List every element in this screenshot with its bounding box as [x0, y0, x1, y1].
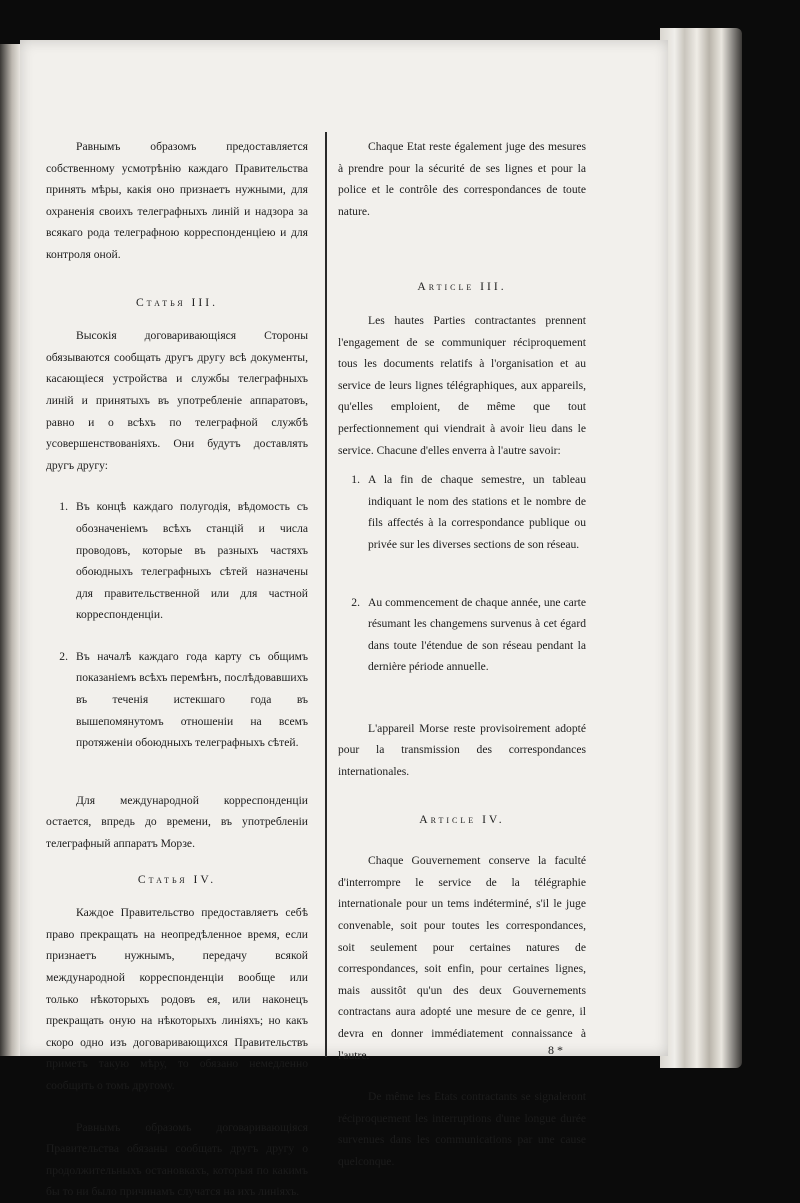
- fr-paragraph-3: L'appareil Morse reste provisoirement adopté pour la transmission des correspondances internationales.: [338, 721, 586, 779]
- ru-list-item-1: [46, 496, 308, 626]
- fr-list-item-2: [338, 592, 586, 678]
- ru-list-item-2: [46, 646, 308, 754]
- ru-paragraph-2: Высокія договаривающіяся Стороны обязываются сообщать другъ другу всѣ документы, касающіеся устройства и службы телеграфныхъ линій и принятыхъ въ употребленіе аппаратовъ, равно и о всѣхъ по телеграфной службѣ усовершенствованіяхъ. Они будутъ доставлять другъ другу:: [46, 329, 308, 472]
- fr-paragraph-2: Les hautes Parties contractantes prennent l'engagement de se communiquer réciproquement tous les documents relatifs à l'organisation et au service de leurs lignes télégraphiques, aux appareils, qu'elles emploient, de même que tout perfectionnement qui viendrait à avoir lieu dans le service. Chacune d'elles enverra à l'autre savoir:: [338, 313, 586, 457]
- fr-paragraph-4: Chaque Gouvernement conserve la faculté d'interrompre le service de la télégraphie internationale pour un tems indéterminé, s'il le juge convenable, soit pour toutes les correspondances, soit seulement pour certaines natures de correspondances, soit enfin, pour certaines lignes, mais aussitôt qu'un des deux Gouvernements contractans aura adopté une mesure de ce genre, il devra en donner immédiatement connaissance à l'autre.: [338, 854, 586, 1062]
- russian-column: [46, 136, 308, 1203]
- fr-paragraph-5: De même les Etats contractants se signaleront réciproquement les interruptions d'une longue durée survenues dans les communications par une cause quelconque.: [338, 1090, 586, 1168]
- ru-item-2-number: 2.: [59, 649, 68, 663]
- ru-item-1-text: Въ концѣ каждаго полугодія, вѣдомость съ обозначеніемъ всѣхъ станцій и числа проводовъ, которые въ разныхъ частяхъ обоюдныхъ телеграфныхъ сѣтей назначены для правительственной или для частной корреспонденціи.: [76, 500, 308, 622]
- fr-item-1-text: A la fin de chaque semestre, un tableau indiquant le nom des stations et le nombre de fils affectés à la correspondance publique ou privée sur les diverses sections de son réseau.: [368, 473, 586, 551]
- book-page-edges: [660, 28, 742, 1068]
- ru-heading-article-4: Статья IV.: [137, 872, 217, 886]
- fr-item-2-number: 2.: [351, 595, 360, 609]
- ru-item-1-number: 1.: [59, 500, 68, 514]
- scan-left-edge: [0, 44, 20, 1056]
- ru-paragraph-5: Равнымъ образомъ договаривающіяся Правительства обязаны сообщать другъ другу о продолжительныхъ остановкахъ, которыя по какимъ бы то ни было причинамъ случатся на ихъ линіяхъ.: [46, 1120, 308, 1199]
- fr-heading-article-4: Article IV.: [419, 812, 505, 826]
- page-number: 8 *: [548, 1043, 563, 1057]
- fr-paragraph-1: Chaque Etat reste également juge des mesures à prendre pour la sécurité de ses lignes et pour la police et le contrôle des correspondances de toute nature.: [338, 140, 586, 218]
- fr-heading-article-3: Article III.: [417, 280, 507, 294]
- fr-list-item-1: [338, 469, 586, 555]
- ru-heading-article-3: Статья III.: [135, 295, 219, 309]
- document-page: [20, 40, 668, 1199]
- fr-item-1-number: 1.: [351, 473, 360, 487]
- ru-paragraph-1: Равнымъ образомъ предоставляется собственному усмотрѣнію каждаго Правительства принять мѣры, какія оно признаетъ нужными, для охраненія своихъ телеграфныхъ линій и надзора за всякаго рода телеграфною корреспонденціею и для контроля оной.: [46, 140, 308, 261]
- column-divider: [325, 132, 327, 1057]
- fr-item-2-text: Au commencement de chaque année, une carte résumant les changemens survenus à cet égard dans toute l'étendue de son réseau pendant la dernière période annuelle.: [368, 595, 586, 674]
- ru-paragraph-4: Каждое Правительство предоставляетъ себѣ право прекращать на неопредѣленное время, если признаетъ нужнымъ, передачу всякой международной корреспонденціи вообще или только нѣкоторыхъ родовъ ея, или наконецъ прекращать оную на нѣкоторыхъ линіяхъ; но какъ скоро одно изъ договаривающихся Правительствъ приметъ такую мѣру, то обязано немедленно сообщить о томъ другому.: [46, 906, 308, 1092]
- ru-paragraph-3: Для международной корреспонденціи остается, впредь до времени, въ употребленіи телеграфный аппаратъ Морзе.: [46, 793, 308, 851]
- french-column: [338, 136, 586, 1173]
- ru-item-2-text: Въ началѣ каждаго года карту съ общимъ показаніемъ всѣхъ перемѣнъ, послѣдовавшихъ въ теченія истекшаго года въ вышепомянутомъ отношеніи на всемъ протяженіи обоюдныхъ телеграфныхъ сѣтей.: [76, 649, 308, 750]
